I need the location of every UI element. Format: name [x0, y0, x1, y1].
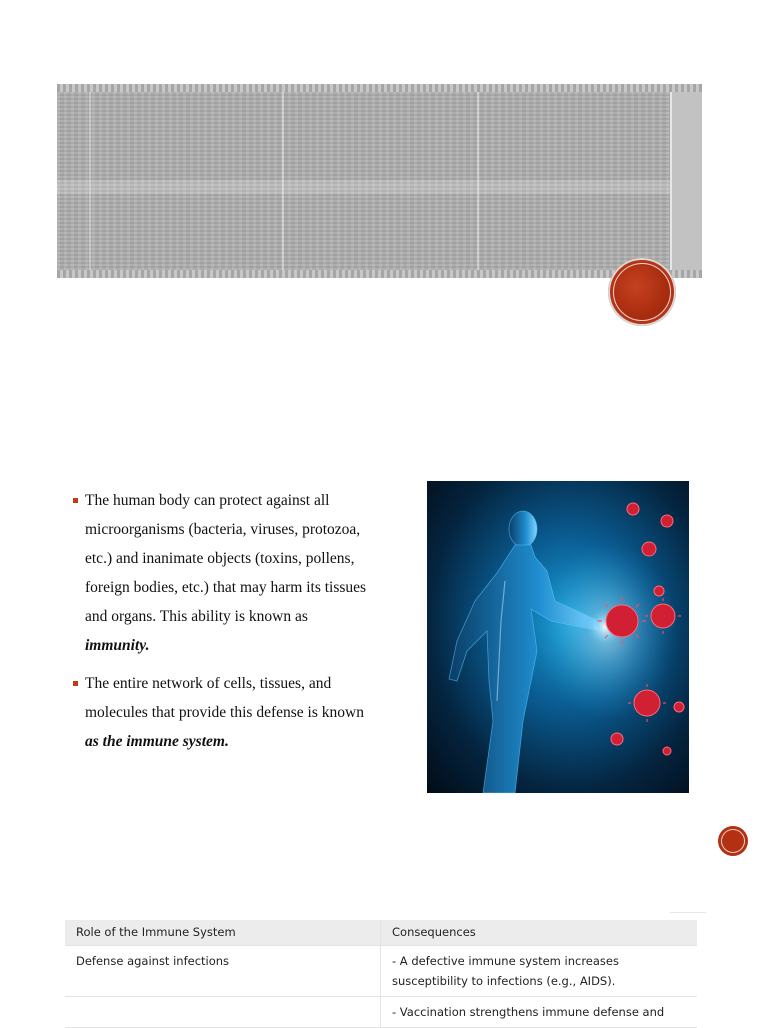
table-header-row: [65, 920, 697, 946]
bullet-emphasis: as the immune system.: [85, 733, 229, 750]
bullet-text: The entire network of cells, tissues, and molecules that provide this defense is known: [85, 675, 364, 721]
bullet-item: [72, 669, 372, 756]
decorative-circle-small: [718, 826, 748, 856]
human-figure-virus-illustration: [427, 481, 689, 793]
table-cell: [65, 997, 381, 1028]
immune-role-table: [65, 920, 697, 1028]
bullet-list: [72, 486, 372, 765]
bullet-text: The human body can protect against all microorganisms (bacteria, viruses, protozoa, etc.) and inanimate objects (toxins, pollens, foreign bodies, etc.) that may harm its tissues and organs. This ability is known as: [85, 492, 367, 625]
table-cell: - Vaccination strengthens immune defense and: [381, 997, 698, 1028]
table-row: [65, 997, 697, 1028]
column-header: Consequences: [381, 920, 698, 946]
banner-bottom-edge: [57, 270, 702, 278]
banner-seam: [57, 180, 672, 194]
banner-right-strip: [670, 92, 702, 270]
decorative-circle-large: [608, 258, 676, 326]
bullet-emphasis: immunity.: [85, 637, 150, 654]
banner-top-edge: [57, 84, 702, 92]
table-cell: - A defective immune system increases susceptibility to infections (e.g., AIDS).: [381, 946, 698, 997]
banner-divider: [282, 92, 284, 270]
immune-defense-illustration: [427, 481, 689, 793]
table-cell: Defense against infections: [65, 946, 381, 997]
column-header: Role of the Immune System: [65, 920, 381, 946]
bullet-item: [72, 486, 372, 660]
title-banner: [57, 84, 702, 278]
banner-divider: [477, 92, 479, 270]
divider-line: [670, 912, 706, 913]
table-row: [65, 946, 697, 997]
banner-divider: [89, 92, 91, 270]
